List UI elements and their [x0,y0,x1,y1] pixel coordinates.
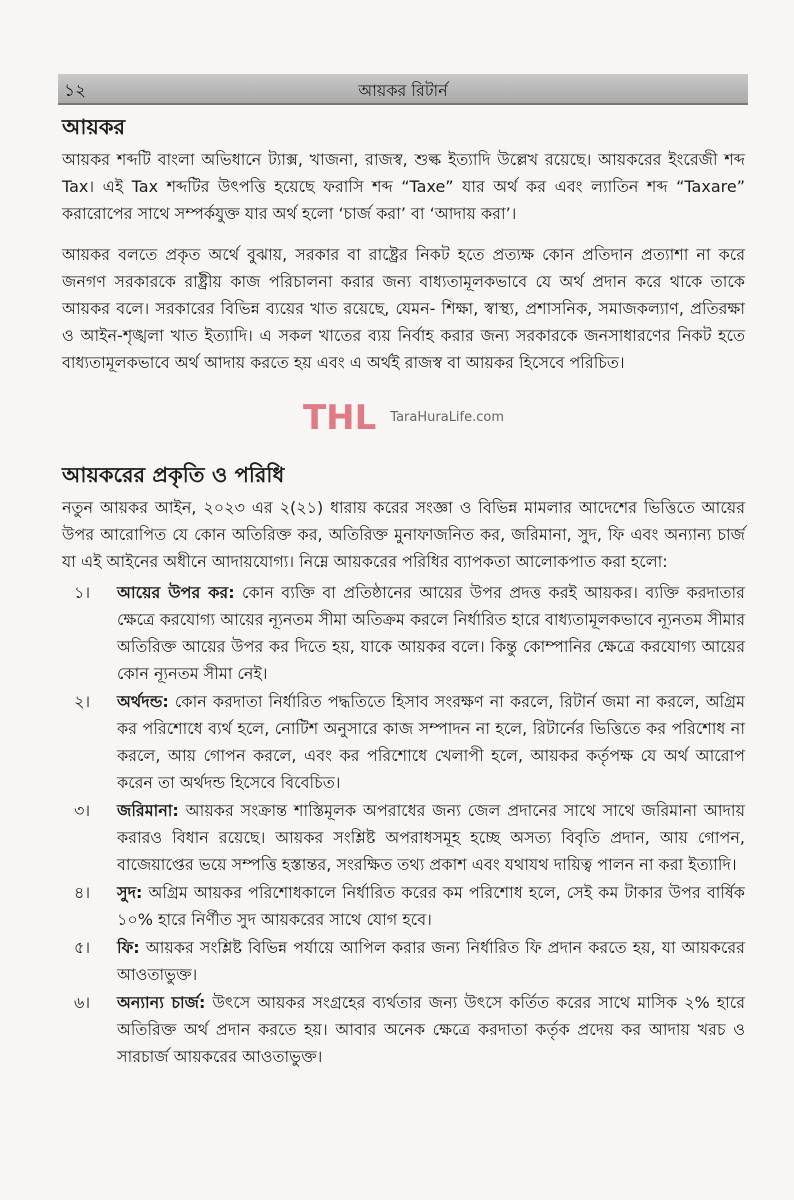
watermark-site: TaraHuraLife.com [390,410,505,425]
item-text: কোন ব্যক্তি বা প্রতিষ্ঠানের আয়ের উপর প্রদত্ত করই আয়কর। ব্যক্তি করদাতার ক্ষেত্রে করযোগ্য আয়ের ন্যূনতম সীমা অতিক্রম করলে নির্ধারিত হারে বাধ্যতামূলকভাবে ন্যূনতম সীমার অতিরিক্ত আয়ের উপর কর দিতে হয়, যাকে আয়কর বলে। কিন্তু কোম্পানির ক্ষেত্রে করযোগ্য আয়ের কোন ন্যূনতম সীমা নেই। [117,583,745,683]
item-term: অর্থদন্ড: [117,692,169,711]
item-number: ১। [74,583,91,602]
list-item [62,797,745,878]
item-number: ৬। [74,993,91,1012]
list-item [62,688,745,796]
list-item [62,989,745,1070]
paragraph: আয়কর বলতে প্রকৃত অর্থে বুঝায়, সরকার বা রাষ্ট্রের নিকট হতে প্রত্যক্ষ কোন প্রতিদান প্রত্যাশা না করে জনগণ সরকারকে রাষ্ট্রীয় কাজ পরিচালনা করার জন্য বাধ্যতামূলকভাবে যে অর্থ প্রদান করে থাকে তাকে আয়কর বলে। সরকারের বিভিন্ন ব্যয়ের খাত রয়েছে, যেমন- শিক্ষা, স্বাস্থ্য, প্রশাসনিক, সমাজকল্যাণ, প্রতিরক্ষা ও আইন-শৃঙ্খলা খাত ইত্যাদি। এ সকল খাতের ব্যয় নির্বাহ করার জন্য সরকারকে জনসাধারণের নিকট হতে বাধ্যতামূলকভাবে অর্থ আদায় করতে হয় এবং এ অর্থই রাজস্ব বা আয়কর হিসেবে পরিচিত। [62,245,745,372]
watermark-logo: THL [302,398,377,438]
list-item [62,579,745,687]
item-term: জরিমানা: [117,801,179,820]
item-term: সুদ: [117,883,143,902]
item-number: ৩। [74,801,91,820]
paragraph: নতুন আয়কর আইন, ২০২৩ এর ২(২১) ধারায় করের সংজ্ঞা ও বিভিন্ন মামলার আদেশের ভিত্তিতে আয়ের উপর আরোপিত যে কোন অতিরিক্ত কর, অতিরিক্ত মুনাফাজনিত কর, জরিমানা, সুদ, ফি এবং অন্যান্য চার্জ যা এই আইনের অধীনে আদায়যোগ্য। নিম্নে আয়করের পরিধির ব্যাপকতা আলোকপাত করা হলো: [62,498,745,571]
list-item [62,934,745,988]
item-number: ৫। [74,938,91,957]
paragraph: আয়কর শব্দটি বাংলা অভিধানে ট্যাক্স, খাজনা, রাজস্ব, শুল্ক ইত্যাদি উল্লেখ রয়েছে। আয়করের ইংরেজী শব্দ Tax। এই Tax শব্দটির উৎপত্তি হয়েছে ফরাসি শব্দ “Taxe” যার অর্থ কর এবং ল্যাতিন শব্দ “Taxare” করারোপের সাথে সম্পর্কযুক্ত যার অর্থ হলো ‘চার্জ করা’ বা ‘আদায় করা’। [62,150,745,223]
page-number: ১২ [64,81,87,101]
item-number: ২। [74,692,91,711]
item-text: আয়কর সংশ্লিষ্ট বিভিন্ন পর্যায়ে আপিল করার জন্য নির্ধারিত ফি প্রদান করতে হয়, যা আয়করের আওতাভুক্ত। [117,938,745,984]
item-term: অন্যান্য চার্জ: [117,993,206,1012]
item-text: কোন করদাতা নির্ধারিত পদ্ধতিতে হিসাব সংরক্ষণ না করলে, রিটার্ন জমা না করলে, অগ্রিম কর পরিশোধে ব্যর্থ হলে, নোটিশ অনুসারে কাজ সম্পাদন না হলে, রিটার্নের ভিত্তিতে কর পরিশোধ না করলে, আয় গোপন করলে, এবং কর পরিশোধে খেলাপী হলে, আয়কর কর্তৃপক্ষ যে অর্থ আরোপ করেন তা অর্থদন্ড হিসেবে বিবেচিত। [117,692,745,792]
item-text: আয়কর সংক্রান্ত শাস্তিমূলক অপরাধের জন্য জেল প্রদানের সাথে সাথে জরিমানা আদায় করারও বিধান রয়েছে। আয়কর সংশ্লিষ্ট অপরাধসমূহ হচ্ছে অসত্য বিবৃতি প্রদান, আয় গোপন, বাজেয়াপ্তের ভয়ে সম্পত্তি হস্তান্তর, সংরক্ষিত তথ্য প্রকাশ এবং যথাযথ দায়িত্ব পালন না করা ইত্যাদি। [117,801,745,874]
page-header [58,74,748,105]
page-content [62,112,745,1071]
watermark [62,390,745,446]
item-number: ৪। [74,883,91,902]
scope-list [62,579,745,1070]
item-term: ফি: [117,938,140,957]
section-heading-income-tax: আয়কর [62,115,126,139]
running-title: আয়কর রিটার্ন [358,81,448,100]
section-heading-nature-scope: আয়করের প্রকৃতি ও পরিধি [62,463,285,487]
list-item [62,879,745,933]
item-term: আয়ের উপর কর: [117,583,235,602]
item-text: অগ্রিম আয়কর পরিশোধকালে নির্ধারিত করের কম পরিশোধ হলে, সেই কম টাকার উপর বার্ষিক ১০% হারে নির্ণীত সুদ আয়করের সাথে যোগ হবে। [117,883,745,929]
item-text: উৎসে আয়কর সংগ্রহের ব্যর্থতার জন্য উৎসে কর্তিত করের সাথে মাসিক ২% হারে অতিরিক্ত অর্থ প্রদান করতে হয়। আবার অনেক ক্ষেত্রে করদাতা কর্তৃক প্রদেয় কর আদায় খরচ ও সারচার্জ আয়করের আওতাভুক্ত। [117,993,745,1066]
